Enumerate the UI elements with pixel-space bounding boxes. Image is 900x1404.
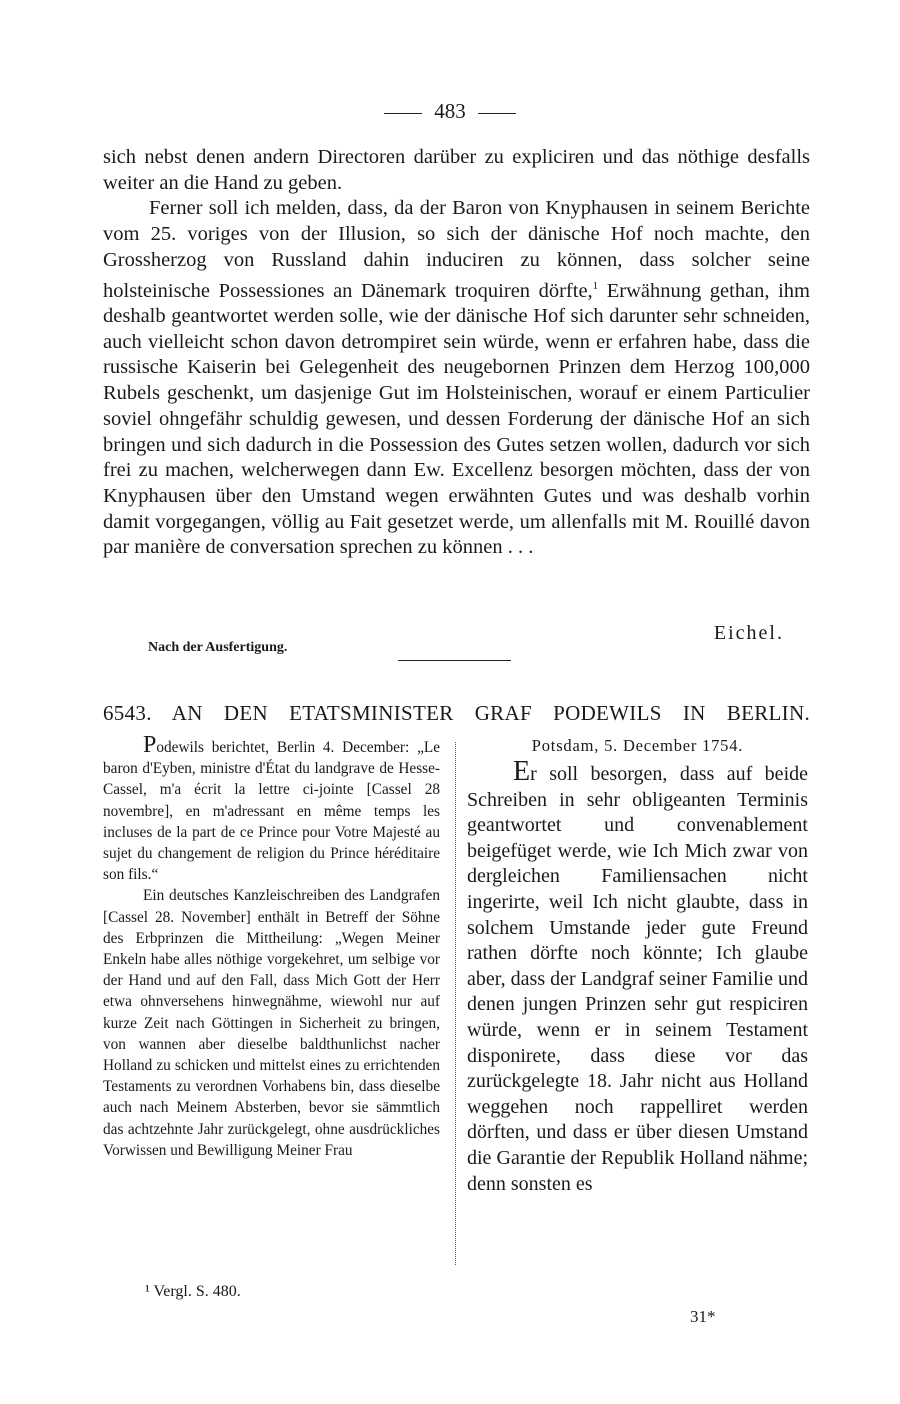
reply-column <box>467 736 808 1197</box>
reply-body: r soll besorgen, dass auf beide Schreiben in sehr obligeanten Terminis geantwortet und convenablement beigefüget werde, wie Ich Mich zwar von dergleichen Familiensachen nicht ingerirte, weil Ich nicht glaubte, dass in solchem Umstande jeder gute Freund rathen dörfte noch könnte; Ich glaube aber, dass der Landgraf seiner Familie und denen jungen Prinzen sehr gut respiciren würde, wenn er in seinem Testament disponirete, dass diese vor das zurückgelegte 18. Jahr nicht aus Holland weggehen noch rappelliret werden dörften, und dass er über diesen Umstand die Garantie der Republik Holland nähme; denn sonsten es <box>467 763 808 1195</box>
footnote: ¹ Vergl. S. 480. <box>145 1283 241 1300</box>
section-divider <box>398 660 511 661</box>
column-divider <box>455 742 456 1265</box>
header-rule-right <box>478 113 516 114</box>
printer-signature-mark: 31* <box>690 1307 716 1326</box>
signature: Eichel. <box>713 622 784 644</box>
paragraph-2-part-2: Erwähnung gethan, ihm deshalb geantwortet werden solle, wie der dänische Hof sich darunter sehr schneiden, auch vielleicht schon davon detrompiret sein würde, wenn er erfahren habe, dass die russische Kaiserin bei Gelegenheit des neugebornen Prinzen dem Herzog 100,000 Rubels geschenkt, um dasjenige Gut im Holsteinischen, worauf er einem Particulier soviel ohngefähr schuldig gewesen, und dessen Forderung der dänische Hof an sich bringen und sich dadurch in die Possession des Gutes setzen wollen, dadurch vor sich frei zu machen, welcherwegen dann Ew. Excellenz besorgen möchten, dass der von Knyphausen über den Umstand wegen erwähnten Gutes und was deshalb vorhin damit vorgegangen, völlig au Fait gesetzet werde, um allenfalls mit M. Rouillé davon par manière de conversation sprechen zu können . . . <box>103 279 810 559</box>
paragraph-2-part-1: Ferner soll ich melden, dass, da der Baron von Knyphausen in seinem Berichte vom 25. voriges von der Illusion, so sich der dänische Hof noch machte, den Grossherzog von Russland dahin induciren zu können, dass solcher seine holsteinische Possessiones an Dänemark troquiren dörfte, <box>103 197 810 302</box>
header-rule-left <box>384 113 422 114</box>
summary-paragraph-2: Ein deutsches Kanzleischreiben des Landgrafen [Cassel 28. November] enthält in Betreff der Söhne des Erbprinzen die Mittheilung: „Wegen Meiner Enkeln habe alles nöthige vorgekehret, um selbige vor der Hand und auf den Fall, dass Mich Gott der Herr etwa ohnversehens hinwegnähme, wiewohl nur auf kurze Zeit nach Göttingen in Sicherheit zu bringen, von wannen aber dieselbe baldthunlichst nacher Holland zu schicken und mittelst eines zu errichtenden Testaments zu verordnen Vorhabens bin, dass dieselbe auch nach Meinem Absterben, bevor sie sämmtlich das achtzehnte Jahr zurückgelegt, ohne ausdrückliches Vorwissen und Bewilligung Meiner Frau <box>103 887 440 1159</box>
summary-paragraph-1 <box>103 732 440 885</box>
reply-dropcap: E <box>513 756 531 787</box>
dateline: Potsdam, 5. December 1754. <box>531 736 744 755</box>
document-heading: 6543. AN DEN ETATSMINISTER GRAF PODEWILS IN BERLIN. <box>103 701 810 725</box>
page-number: 483 <box>434 99 466 123</box>
continued-letter-text <box>103 145 810 561</box>
summary-dropcap: P <box>143 732 157 758</box>
page-header <box>0 99 900 124</box>
source-note: Nach der Ausfertigung. <box>148 640 288 655</box>
summary-column <box>103 732 440 1161</box>
footnote-reference[interactable]: 1 <box>592 279 599 292</box>
summary-paragraph-1-text: odewils berichtet, Berlin 4. December: „Le baron d'Eyben, ministre d'État du landgrave de Hesse-Cassel, m'a écrit la lettre ci-jointe [Cassel 28 novembre], en m'adressant en même temps les incluses de la part de ce Prince pour Votre Majesté au sujet du changement de religion du Prince héréditaire son fils.“ <box>103 739 440 884</box>
paragraph-1: sich nebst denen andern Directoren darüber zu expliciren und das nöthige desfalls weiter an die Hand zu geben. <box>103 146 810 194</box>
reply-text <box>467 756 808 1197</box>
paragraph-2 <box>103 196 810 561</box>
